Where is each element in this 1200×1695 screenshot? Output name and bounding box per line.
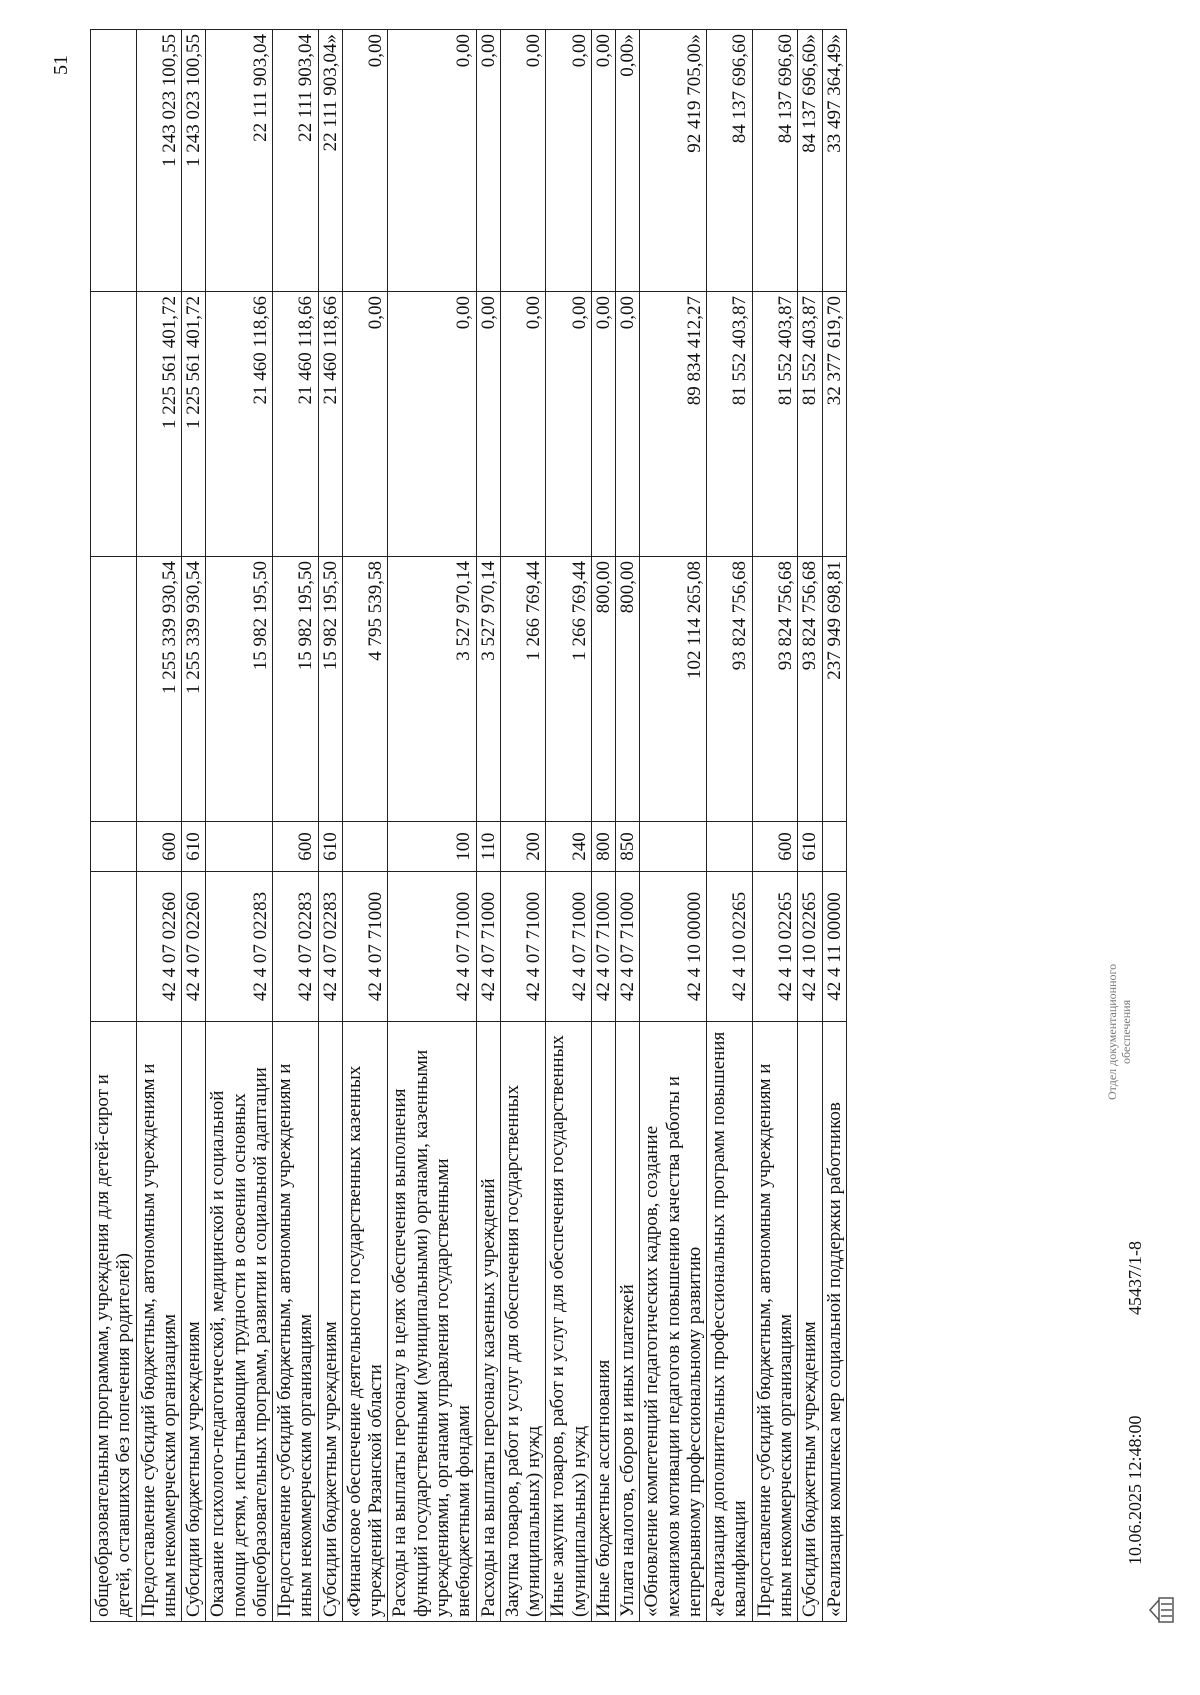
row-csr-cell: 42 4 10 02265	[798, 872, 822, 1022]
row-vr-cell: 850	[616, 822, 640, 872]
row-value-2027-cell: 22 111 903,04»	[318, 30, 342, 292]
row-vr-cell: 600	[136, 822, 182, 872]
row-csr-cell: 42 4 07 02283	[206, 872, 273, 1022]
row-name-cell: Предоставление субсидий бюджетным, автономным учреждениям и иным некоммерческим организациям	[273, 1022, 319, 1622]
row-csr-cell: 42 4 10 02265	[707, 872, 753, 1022]
stamp-line-2: обеспечения	[1119, 999, 1134, 1064]
table-row	[136, 30, 182, 1622]
footer-document-code: 45437/1-8	[1125, 1241, 1145, 1315]
row-value-2026-cell: 0,00	[616, 292, 640, 557]
row-value-2025-cell: 15 982 195,50	[206, 557, 273, 822]
table-row	[500, 30, 546, 1622]
row-value-2026-cell: 0,00	[546, 292, 592, 557]
department-stamp	[1105, 964, 1134, 1100]
table-row	[640, 30, 707, 1622]
table-row	[182, 30, 206, 1622]
row-value-2025-cell: 93 824 756,68	[707, 557, 753, 822]
table-row	[273, 30, 319, 1622]
row-csr-cell: 42 4 07 71000	[342, 872, 388, 1022]
row-csr-cell: 42 4 07 02283	[318, 872, 342, 1022]
budget-table	[90, 29, 847, 1622]
row-csr-cell: 42 4 10 02265	[752, 872, 798, 1022]
row-value-2026-cell: 1 225 561 401,72	[182, 292, 206, 557]
row-name-cell: Расходы на выплаты персоналу в целях обеспечения выполнения функций государственными (муниципальными) органами, казенными учреждениями, органами управления государственными внебюджетными фондами	[388, 1022, 476, 1622]
row-value-2027-cell: 0,00»	[616, 30, 640, 292]
row-vr-cell: 610	[182, 822, 206, 872]
table-row	[91, 30, 137, 1622]
table-row	[318, 30, 342, 1622]
row-csr-cell	[91, 872, 137, 1022]
row-name-cell: «Обновление компетенций педагогических кадров, создание механизмов мотивации педагогов к повышению качества работы и непрерывному профессиональному развитию	[640, 1022, 707, 1622]
row-value-2027-cell: 0,00	[546, 30, 592, 292]
table-row	[546, 30, 592, 1622]
row-value-2026-cell: 21 460 118,66	[273, 292, 319, 557]
row-value-2025-cell: 237 949 698,81	[822, 557, 846, 822]
table-row	[707, 30, 753, 1622]
row-name-cell: Расходы на выплаты персоналу казенных учреждений	[476, 1022, 500, 1622]
row-value-2025-cell: 93 824 756,68	[798, 557, 822, 822]
row-value-2026-cell: 0,00	[591, 292, 615, 557]
row-value-2026-cell: 0,00	[476, 292, 500, 557]
footer-date: 10.06.2025 12:48:00	[1125, 1415, 1145, 1565]
row-vr-cell	[206, 822, 273, 872]
row-vr-cell	[707, 822, 753, 872]
row-csr-cell: 42 4 10 00000	[640, 872, 707, 1022]
table-row	[206, 30, 273, 1622]
row-name-cell: Иные закупки товаров, работ и услуг для обеспечения государственных (муниципальных) нужд	[546, 1022, 592, 1622]
row-value-2025-cell: 1 255 339 930,54	[182, 557, 206, 822]
row-vr-cell: 600	[752, 822, 798, 872]
table-row	[342, 30, 388, 1622]
row-value-2025-cell	[91, 557, 137, 822]
row-vr-cell	[822, 822, 846, 872]
row-value-2026-cell: 81 552 403,87	[798, 292, 822, 557]
row-value-2025-cell: 15 982 195,50	[318, 557, 342, 822]
stamp-line-1: Отдел документационного	[1105, 963, 1119, 1100]
row-value-2025-cell: 800,00	[616, 557, 640, 822]
row-name-cell: Субсидии бюджетным учреждениям	[798, 1022, 822, 1622]
row-value-2027-cell: 0,00	[342, 30, 388, 292]
row-value-2025-cell: 102 114 265,08	[640, 557, 707, 822]
row-value-2027-cell	[91, 30, 137, 292]
row-vr-cell	[342, 822, 388, 872]
row-value-2027-cell: 33 497 364,49»	[822, 30, 846, 292]
table-row	[822, 30, 846, 1622]
row-name-cell: Субсидии бюджетным учреждениям	[182, 1022, 206, 1622]
row-value-2026-cell: 0,00	[388, 292, 476, 557]
row-value-2025-cell: 4 795 539,58	[342, 557, 388, 822]
page-number: 51	[50, 55, 72, 75]
row-csr-cell: 42 4 07 02260	[136, 872, 182, 1022]
row-name-cell: Предоставление субсидий бюджетным, автономным учреждениям и иным некоммерческим организациям	[136, 1022, 182, 1622]
row-csr-cell: 42 4 07 71000	[616, 872, 640, 1022]
row-value-2025-cell: 800,00	[591, 557, 615, 822]
row-name-cell: Иные бюджетные ассигнования	[591, 1022, 615, 1622]
table-row	[476, 30, 500, 1622]
row-name-cell: «Реализация дополнительных профессиональных программ повышения квалификации	[707, 1022, 753, 1622]
row-name-cell: Оказание психолого-педагогической, медицинской и социальной помощи детям, испытывающим трудности в освоении основных общеобразовательных программ, развитии и социальной адаптации	[206, 1022, 273, 1622]
row-name-cell: Закупка товаров, работ и услуг для обеспечения государственных (муниципальных) нужд	[500, 1022, 546, 1622]
row-vr-cell: 200	[500, 822, 546, 872]
row-value-2027-cell: 0,00	[476, 30, 500, 292]
row-value-2026-cell: 21 460 118,66	[318, 292, 342, 557]
row-value-2027-cell: 0,00	[591, 30, 615, 292]
row-value-2027-cell: 0,00	[388, 30, 476, 292]
row-name-cell: общеобразовательным программам, учреждения для детей-сирот и детей, оставшихся без попечения родителей)	[91, 1022, 137, 1622]
row-vr-cell: 600	[273, 822, 319, 872]
row-value-2026-cell: 81 552 403,87	[707, 292, 753, 557]
emblem-logo	[1145, 1595, 1177, 1625]
row-value-2025-cell: 1 255 339 930,54	[136, 557, 182, 822]
row-value-2025-cell: 1 266 769,44	[500, 557, 546, 822]
row-value-2027-cell: 0,00	[500, 30, 546, 292]
row-value-2025-cell: 93 824 756,68	[752, 557, 798, 822]
row-value-2027-cell: 84 137 696,60»	[798, 30, 822, 292]
row-csr-cell: 42 4 07 71000	[591, 872, 615, 1022]
row-value-2025-cell: 3 527 970,14	[476, 557, 500, 822]
table-row	[591, 30, 615, 1622]
row-vr-cell: 800	[591, 822, 615, 872]
row-csr-cell: 42 4 07 71000	[388, 872, 476, 1022]
table-row	[798, 30, 822, 1622]
row-value-2025-cell: 3 527 970,14	[388, 557, 476, 822]
row-value-2026-cell: 1 225 561 401,72	[136, 292, 182, 557]
row-value-2026-cell: 32 377 619,70	[822, 292, 846, 557]
row-value-2026-cell: 0,00	[342, 292, 388, 557]
row-vr-cell: 100	[388, 822, 476, 872]
row-vr-cell: 610	[318, 822, 342, 872]
row-value-2026-cell	[91, 292, 137, 557]
row-value-2027-cell: 84 137 696,60	[752, 30, 798, 292]
row-vr-cell	[91, 822, 137, 872]
row-vr-cell: 610	[798, 822, 822, 872]
row-value-2027-cell: 84 137 696,60	[707, 30, 753, 292]
row-csr-cell: 42 4 07 71000	[500, 872, 546, 1022]
row-csr-cell: 42 4 07 02283	[273, 872, 319, 1022]
row-vr-cell: 110	[476, 822, 500, 872]
row-name-cell: «Финансовое обеспечение деятельности государственных казенных учреждений Рязанской области	[342, 1022, 388, 1622]
row-csr-cell: 42 4 07 71000	[546, 872, 592, 1022]
row-name-cell: Предоставление субсидий бюджетным, автономным учреждениям и иным некоммерческим организациям	[752, 1022, 798, 1622]
table-row	[616, 30, 640, 1622]
row-csr-cell: 42 4 07 71000	[476, 872, 500, 1022]
table-row	[388, 30, 476, 1622]
row-value-2027-cell: 22 111 903,04	[206, 30, 273, 292]
row-value-2026-cell: 89 834 412,27	[640, 292, 707, 557]
row-value-2025-cell: 15 982 195,50	[273, 557, 319, 822]
row-value-2026-cell: 0,00	[500, 292, 546, 557]
row-value-2027-cell: 1 243 023 100,55	[182, 30, 206, 292]
row-value-2026-cell: 21 460 118,66	[206, 292, 273, 557]
row-value-2027-cell: 22 111 903,04	[273, 30, 319, 292]
row-vr-cell: 240	[546, 822, 592, 872]
row-name-cell: Субсидии бюджетным учреждениям	[318, 1022, 342, 1622]
row-value-2027-cell: 92 419 705,00»	[640, 30, 707, 292]
row-value-2025-cell: 1 266 769,44	[546, 557, 592, 822]
table-row	[752, 30, 798, 1622]
row-value-2026-cell: 81 552 403,87	[752, 292, 798, 557]
row-vr-cell	[640, 822, 707, 872]
row-csr-cell: 42 4 11 00000	[822, 872, 846, 1022]
row-csr-cell: 42 4 07 02260	[182, 872, 206, 1022]
row-name-cell: «Реализация комплекса мер социальной поддержки работников	[822, 1022, 846, 1622]
row-value-2027-cell: 1 243 023 100,55	[136, 30, 182, 292]
row-name-cell: Уплата налогов, сборов и иных платежей	[616, 1022, 640, 1622]
